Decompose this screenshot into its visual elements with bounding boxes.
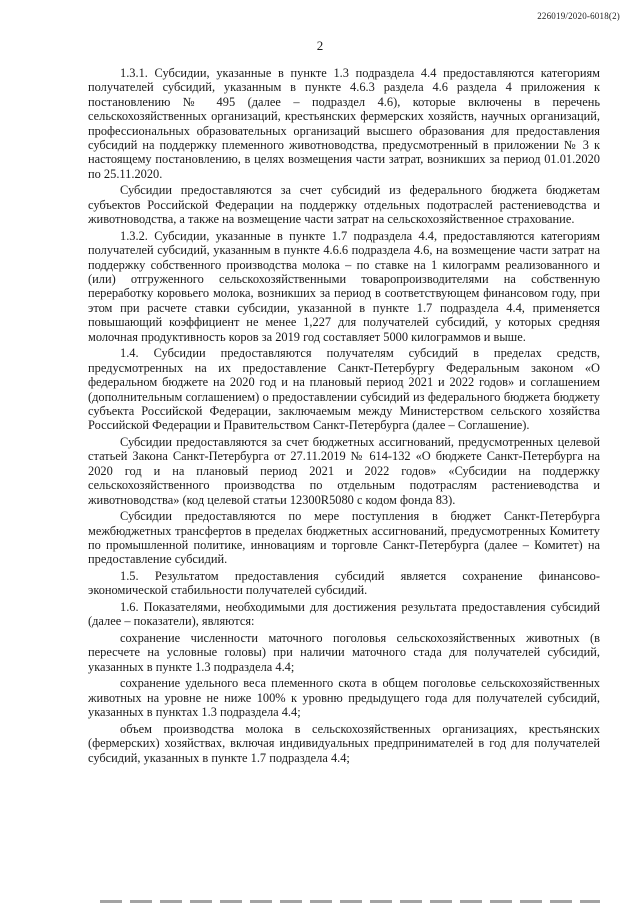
paragraph-budget-allocation: Субсидии предоставляются за счет бюджетных ассигнований, предусмотренных целевой статьей Закона Санкт-Петербурга от 27.11.2019 № 614-132 «О бюджете Санкт-Петербурга на 2020 год и на плановый период 2021 и 2022 годов» «Субсидии на поддержку сельскохозяйственного производства по отдельным подотраслям растениеводства и животноводства» (код целевой статьи 12300R5080 с кодом фонда 83). xyxy=(88,434,600,507)
paragraph-1-3-1: 1.3.1. Субсидии, указанные в пункте 1.3 подраздела 4.4 предоставляются категориям получателей субсидий, указанным в пункте 4.6.3 раздела 4.6 раздела 4 приложения к постановлению № 495 (далее – подраздел 4.6), которые включены в перечень сельскохозяйственных организаций, крестьянских фермерских хозяйств, научных организаций, профессиональных образовательных организаций высшего образования для предоставления субсидий на поддержку племенного животноводства, предусмотренный в приложении № 3 к настоящему постановлению, в целях возмещения части затрат, возникших за период 01.01.2020 по 25.11.2020. xyxy=(88,66,600,181)
paragraph-subsidy-source: Субсидии предоставляются за счет субсидий из федерального бюджета бюджетам субъектов Российской Федерации на поддержку отдельных подотраслей растениеводства и животноводства, а также на возмещение части затрат на сельскохозяйственное страхование. xyxy=(88,183,600,227)
paragraph-1-5: 1.5. Результатом предоставления субсидий является сохранение финансово-экономической стабильности получателей субсидий. xyxy=(88,568,600,598)
page-number: 2 xyxy=(316,38,324,53)
paragraph-1-4: 1.4. Субсидии предоставляются получателям субсидий в пределах средств, предусмотренных на их предоставление Санкт-Петербургу Федеральным законом «О федеральном бюджете на 2020 год и на плановый период 2021 и 2022 годов» и соглашением (дополнительным соглашением) о предоставлении субсидий из федерального бюджета бюджету субъекта Российской Федерации, заключаемым между Министерством сельского хозяйства Российской Федерации и Правительством Санкт-Петербурга (далее – Соглашение). xyxy=(88,346,600,433)
document-id: 226019/2020-6018(2) xyxy=(537,11,620,21)
indicator-milk-volume: объем производства молока в сельскохозяйственных организациях, крестьянских (фермерских) хозяйствах, включая индивидуальных предпринимателей в год для получателей субсидий, указанных в пункте 1.7 подраздела 4.4; xyxy=(88,721,600,765)
document-body xyxy=(88,66,600,765)
paragraph-1-6: 1.6. Показателями, необходимыми для достижения результата предоставления субсидий (далее – показатели), являются: xyxy=(88,599,600,629)
scan-bottom-edge xyxy=(100,900,600,903)
indicator-breeding-share: сохранение удельного веса племенного скота в общем поголовье сельскохозяйственных животных на уровне не ниже 100% к уровню предыдущего года для получателей субсидий, указанных в пунктах 1.3 подраздела 4.4; xyxy=(88,676,600,720)
indicator-livestock: сохранение численности маточного поголовья сельскохозяйственных животных (в пересчете на условные головы) при наличии маточного стада для получателей субсидий, указанных в пункте 1.3 подраздела 4.4; xyxy=(88,630,600,674)
paragraph-1-3-2: 1.3.2. Субсидии, указанные в пункте 1.7 подраздела 4.4, предоставляются категориям получателей субсидий, указанным в пункте 4.6.6 подраздела 4.6, на возмещение части затрат на поддержку собственного производства молока – по ставке на 1 килограмм реализованного и (или) отгруженного сельскохозяйственными товаропроизводителями на собственную переработку коровьего молока, возникших за период в соответствующем финансовом году, при этом при расчете ставки субсидии, указанной в пункте 1.7 подраздела 4.4, применяется повышающий коэффициент не менее 1,227 для получателей субсидий, у которых средняя молочная продуктивность коров за 2019 год составляет 5000 килограммов и выше. xyxy=(88,228,600,344)
paragraph-transfers: Субсидии предоставляются по мере поступления в бюджет Санкт-Петербурга межбюджетных трансфертов в пределах бюджетных ассигнований, предусмотренных Комитету по промышленной политике, инновациям и торговле Санкт-Петербурга (далее – Комитет) на предоставление субсидий. xyxy=(88,509,600,567)
